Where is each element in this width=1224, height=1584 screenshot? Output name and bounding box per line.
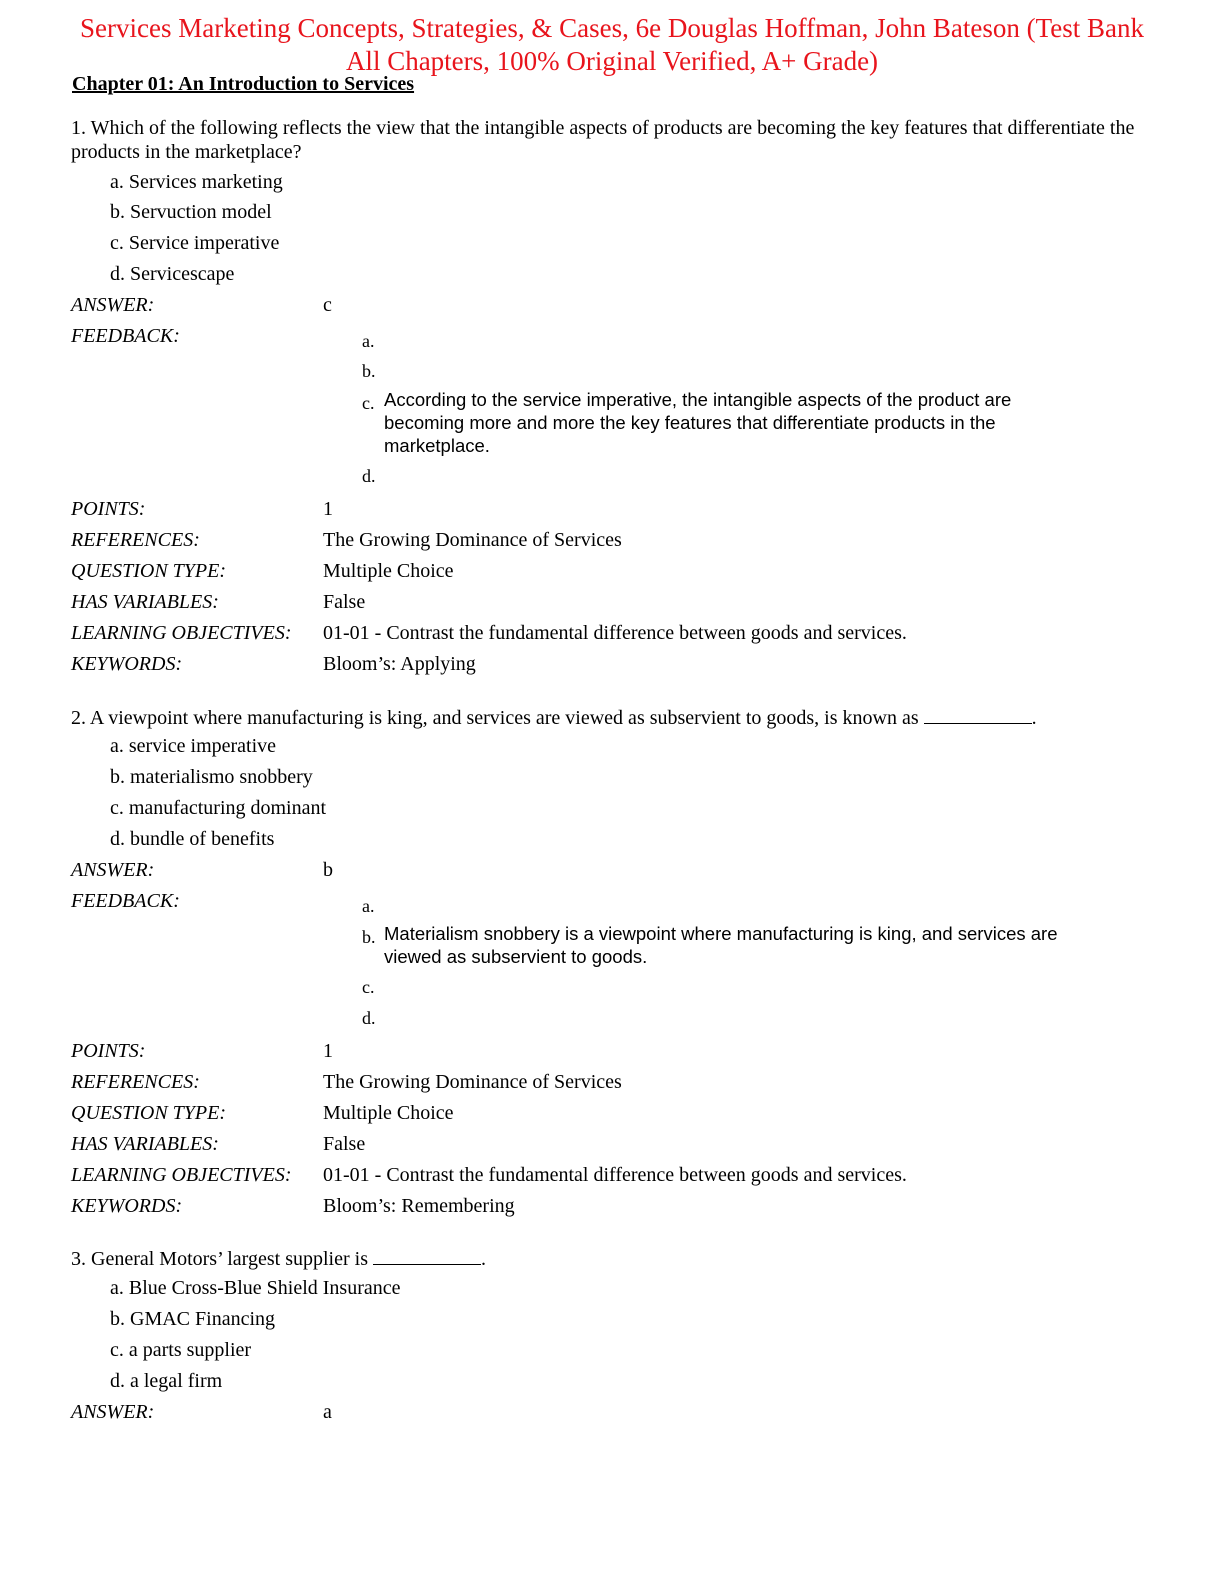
- question-stem: [71, 706, 1151, 730]
- answer-label: ANSWER:: [71, 859, 155, 881]
- question-stem-end: .: [480, 1248, 486, 1270]
- answer-value: c: [323, 294, 332, 316]
- has-variables-value: False: [323, 591, 366, 613]
- points-label: POINTS:: [71, 1040, 146, 1062]
- answer-label: ANSWER:: [71, 294, 155, 316]
- question-type-value: Multiple Choice: [323, 560, 454, 582]
- keywords-value: Bloom’s: Remembering: [323, 1195, 515, 1217]
- feedback-text: According to the service imperative, the intangible aspects of the product are becoming more and more the key features that differentiate products in the marketplace.: [384, 389, 1012, 456]
- feedback-letter-a: a.: [362, 331, 375, 351]
- learning-objectives-label: LEARNING OBJECTIVES:: [71, 622, 292, 644]
- feedback-letter-b: b.: [362, 927, 376, 947]
- feedback-letter-c: c.: [362, 977, 375, 997]
- question-stem: [71, 1247, 1151, 1271]
- points-value: 1: [323, 1040, 333, 1062]
- document-banner: [0, 12, 1224, 78]
- choice-d: d. bundle of benefits: [110, 828, 275, 850]
- choice-a: a. Blue Cross-Blue Shield Insurance: [110, 1277, 401, 1299]
- keywords-label: KEYWORDS:: [71, 1195, 183, 1217]
- choice-b: b. Servuction model: [110, 201, 272, 223]
- references-value: The Growing Dominance of Services: [323, 529, 622, 551]
- answer-value: b: [323, 859, 333, 881]
- keywords-label: KEYWORDS:: [71, 653, 183, 675]
- question-type-label: QUESTION TYPE:: [71, 560, 227, 582]
- question-stem-end: .: [1031, 707, 1037, 729]
- feedback-label: FEEDBACK:: [71, 890, 180, 912]
- choice-b: b. materialismo snobbery: [110, 766, 313, 788]
- question-stem-text: 3. General Motors’ largest supplier is: [71, 1248, 368, 1270]
- learning-objectives-label: LEARNING OBJECTIVES:: [71, 1164, 292, 1186]
- choice-b: b. GMAC Financing: [110, 1308, 275, 1330]
- banner-line-1: Services Marketing Concepts, Strategies, & Cases, 6e Douglas Hoffman, John Bateson (Test Bank: [80, 13, 1144, 43]
- feedback-letter-c: c.: [362, 393, 375, 413]
- question-stem-text: 2. A viewpoint where manufacturing is king, and services are viewed as subservient to goods, is known as: [71, 707, 919, 729]
- banner-line-2: All Chapters, 100% Original Verified, A+ Grade): [345, 46, 879, 76]
- references-label: REFERENCES:: [71, 529, 200, 551]
- feedback-text: Materialism snobbery is a viewpoint where manufacturing is king, and services are viewed as subservient to goods.: [384, 923, 1058, 967]
- references-value: The Growing Dominance of Services: [323, 1071, 622, 1093]
- choice-c: c. a parts supplier: [110, 1339, 252, 1361]
- answer-blank: [373, 1250, 481, 1265]
- answer-value: a: [323, 1401, 332, 1423]
- feedback-letter-a: a.: [362, 896, 375, 916]
- answer-blank: [924, 709, 1032, 724]
- has-variables-value: False: [323, 1133, 366, 1155]
- feedback-letter-b: b.: [362, 361, 376, 381]
- learning-objectives-value: 01-01 - Contrast the fundamental difference between goods and services.: [323, 1164, 907, 1186]
- question-type-label: QUESTION TYPE:: [71, 1102, 227, 1124]
- choice-a: a. service imperative: [110, 735, 277, 757]
- choice-c: c. manufacturing dominant: [110, 797, 327, 819]
- question-stem: 1. Which of the following reflects the view that the intangible aspects of products are becoming the key features that differentiate the products in the marketplace?: [71, 117, 1135, 163]
- feedback-letter-d: d.: [362, 1008, 376, 1028]
- points-value: 1: [323, 498, 333, 520]
- has-variables-label: HAS VARIABLES:: [71, 1133, 219, 1155]
- choice-a: a. Services marketing: [110, 171, 283, 193]
- learning-objectives-value: 01-01 - Contrast the fundamental difference between goods and services.: [323, 622, 907, 644]
- points-label: POINTS:: [71, 498, 146, 520]
- question-type-value: Multiple Choice: [323, 1102, 454, 1124]
- keywords-value: Bloom’s: Applying: [323, 653, 476, 675]
- answer-label: ANSWER:: [71, 1401, 155, 1423]
- feedback-label: FEEDBACK:: [71, 325, 180, 347]
- chapter-heading: Chapter 01: An Introduction to Services: [72, 73, 415, 95]
- choice-d: d. Servicescape: [110, 263, 235, 285]
- choice-c: c. Service imperative: [110, 232, 280, 254]
- feedback-letter-d: d.: [362, 466, 376, 486]
- has-variables-label: HAS VARIABLES:: [71, 591, 219, 613]
- references-label: REFERENCES:: [71, 1071, 200, 1093]
- choice-d: d. a legal firm: [110, 1370, 223, 1392]
